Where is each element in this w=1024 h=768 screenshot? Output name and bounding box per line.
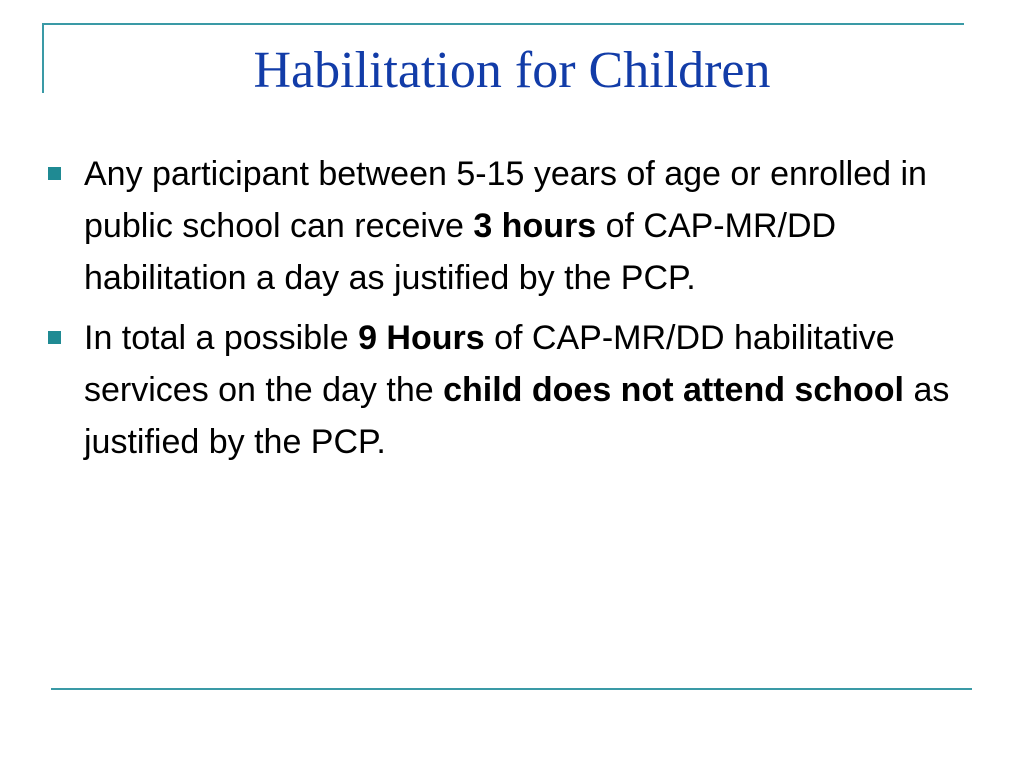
bullet-text-2 bbox=[84, 319, 949, 461]
bullet-2-text-end: as justified by the PCP. bbox=[84, 371, 950, 461]
bullet-1-bold-hours: 3 hours bbox=[473, 207, 597, 245]
bullet-2-text-middle: of CAP-MR/DD habilitative services on the day the bbox=[84, 319, 895, 409]
bullet-item-2 bbox=[46, 312, 976, 468]
bullet-2-text-start: In total a possible bbox=[84, 319, 359, 357]
top-frame-line bbox=[42, 23, 964, 25]
square-bullet-icon bbox=[48, 331, 61, 344]
bottom-frame-line bbox=[51, 688, 972, 690]
slide-title: Habilitation for Children bbox=[253, 42, 771, 99]
bullet-text-1 bbox=[84, 155, 927, 297]
square-bullet-icon bbox=[48, 167, 61, 180]
bullet-1-text-start: Any participant between 5-15 years of age or enrolled in public school can receive bbox=[84, 155, 927, 245]
bullet-list bbox=[46, 148, 976, 476]
bullet-item-1 bbox=[46, 148, 976, 304]
bullet-2-bold-phrase: child does not attend school bbox=[443, 371, 905, 409]
bullet-2-bold-hours: 9 Hours bbox=[358, 319, 485, 357]
bullet-1-text-end: of CAP-MR/DD habilitation a day as justified by the PCP. bbox=[84, 207, 837, 297]
